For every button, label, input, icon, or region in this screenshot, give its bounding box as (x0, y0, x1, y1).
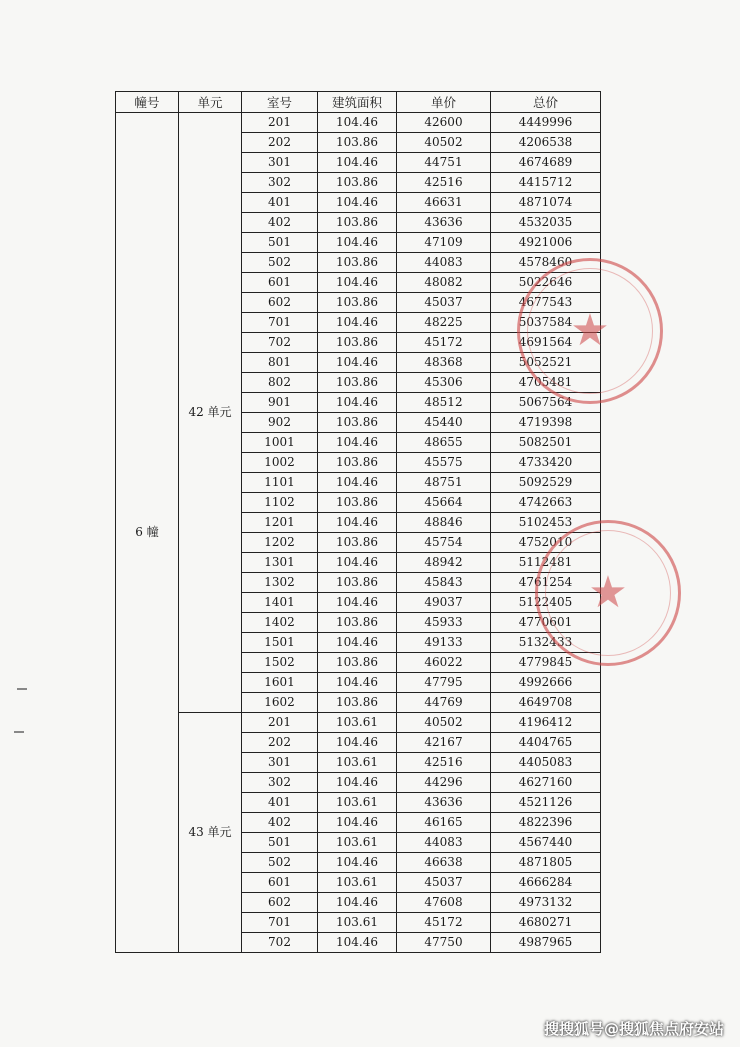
area-cell: 104.46 (318, 813, 397, 833)
unit-price-cell: 47608 (397, 893, 491, 913)
unit-price-cell: 48942 (397, 553, 491, 573)
unit-price-cell: 49133 (397, 633, 491, 653)
room-cell: 801 (242, 353, 318, 373)
price-table (115, 91, 601, 953)
unit-price-cell: 45306 (397, 373, 491, 393)
unit-price-cell: 42600 (397, 113, 491, 133)
room-cell: 1001 (242, 433, 318, 453)
area-cell: 104.46 (318, 433, 397, 453)
total-price-cell: 4521126 (491, 793, 601, 813)
header-unit-price: 单价 (397, 92, 491, 113)
table-header-row (116, 92, 601, 113)
room-cell: 902 (242, 413, 318, 433)
total-price-cell: 4992666 (491, 673, 601, 693)
total-price-cell: 4405083 (491, 753, 601, 773)
header-area: 建筑面积 (318, 92, 397, 113)
total-price-cell: 4871074 (491, 193, 601, 213)
area-cell: 103.86 (318, 693, 397, 713)
room-cell: 402 (242, 813, 318, 833)
unit-price-cell: 48751 (397, 473, 491, 493)
room-cell: 1202 (242, 533, 318, 553)
unit-price-cell: 44769 (397, 693, 491, 713)
total-price-cell: 4733420 (491, 453, 601, 473)
unit-price-cell: 44083 (397, 253, 491, 273)
total-price-cell: 4532035 (491, 213, 601, 233)
area-cell: 103.61 (318, 793, 397, 813)
total-price-cell: 5022646 (491, 273, 601, 293)
unit-cell: 43 单元 (179, 713, 242, 953)
room-cell: 302 (242, 773, 318, 793)
total-price-cell: 4449996 (491, 113, 601, 133)
area-cell: 104.46 (318, 513, 397, 533)
total-price-cell: 4691564 (491, 333, 601, 353)
building-cell: 6 幢 (116, 113, 179, 953)
unit-price-cell: 43636 (397, 793, 491, 813)
unit-price-cell: 48082 (397, 273, 491, 293)
room-cell: 701 (242, 313, 318, 333)
total-price-cell: 4415712 (491, 173, 601, 193)
room-cell: 602 (242, 893, 318, 913)
unit-price-cell: 42167 (397, 733, 491, 753)
room-cell: 402 (242, 213, 318, 233)
room-cell: 1501 (242, 633, 318, 653)
room-cell: 701 (242, 913, 318, 933)
room-cell: 502 (242, 853, 318, 873)
room-cell: 1402 (242, 613, 318, 633)
total-price-cell: 4719398 (491, 413, 601, 433)
room-cell: 702 (242, 333, 318, 353)
unit-price-cell: 42516 (397, 753, 491, 773)
header-room: 室号 (242, 92, 318, 113)
header-unit: 单元 (179, 92, 242, 113)
area-cell: 103.86 (318, 573, 397, 593)
area-cell: 104.46 (318, 893, 397, 913)
total-price-cell: 4779845 (491, 653, 601, 673)
total-price-cell: 4677543 (491, 293, 601, 313)
area-cell: 104.46 (318, 353, 397, 373)
unit-price-cell: 48225 (397, 313, 491, 333)
total-price-cell: 4666284 (491, 873, 601, 893)
room-cell: 1502 (242, 653, 318, 673)
area-cell: 104.46 (318, 553, 397, 573)
total-price-cell: 4674689 (491, 153, 601, 173)
total-price-cell: 5082501 (491, 433, 601, 453)
room-cell: 201 (242, 113, 318, 133)
room-cell: 601 (242, 873, 318, 893)
unit-price-cell: 45575 (397, 453, 491, 473)
room-cell: 1201 (242, 513, 318, 533)
area-cell: 103.86 (318, 373, 397, 393)
total-price-cell: 4770601 (491, 613, 601, 633)
unit-price-cell: 46165 (397, 813, 491, 833)
area-cell: 104.46 (318, 233, 397, 253)
total-price-cell: 4404765 (491, 733, 601, 753)
unit-price-cell: 49037 (397, 593, 491, 613)
total-price-cell: 4752010 (491, 533, 601, 553)
header-building: 幢号 (116, 92, 179, 113)
total-price-cell: 5052521 (491, 353, 601, 373)
total-price-cell: 4567440 (491, 833, 601, 853)
area-cell: 104.46 (318, 733, 397, 753)
total-price-cell: 5037584 (491, 313, 601, 333)
unit-price-cell: 45664 (397, 493, 491, 513)
scan-mark (17, 688, 27, 690)
unit-price-cell: 47109 (397, 233, 491, 253)
room-cell: 901 (242, 393, 318, 413)
unit-price-cell: 47750 (397, 933, 491, 953)
total-price-cell: 5092529 (491, 473, 601, 493)
area-cell: 103.86 (318, 173, 397, 193)
total-price-cell: 4973132 (491, 893, 601, 913)
area-cell: 103.86 (318, 333, 397, 353)
total-price-cell: 4627160 (491, 773, 601, 793)
total-price-cell: 4680271 (491, 913, 601, 933)
total-price-cell: 5112481 (491, 553, 601, 573)
room-cell: 1401 (242, 593, 318, 613)
unit-price-cell: 48846 (397, 513, 491, 533)
area-cell: 103.86 (318, 653, 397, 673)
total-price-cell: 5067564 (491, 393, 601, 413)
area-cell: 103.86 (318, 493, 397, 513)
room-cell: 602 (242, 293, 318, 313)
area-cell: 104.46 (318, 393, 397, 413)
room-cell: 1302 (242, 573, 318, 593)
room-cell: 302 (242, 173, 318, 193)
unit-price-cell: 46638 (397, 853, 491, 873)
total-price-cell: 4822396 (491, 813, 601, 833)
area-cell: 103.86 (318, 293, 397, 313)
unit-price-cell: 43636 (397, 213, 491, 233)
area-cell: 103.61 (318, 873, 397, 893)
total-price-cell: 4206538 (491, 133, 601, 153)
scan-mark (14, 731, 24, 733)
room-cell: 502 (242, 253, 318, 273)
area-cell: 104.46 (318, 633, 397, 653)
total-price-cell: 4871805 (491, 853, 601, 873)
room-cell: 301 (242, 153, 318, 173)
area-cell: 104.46 (318, 313, 397, 333)
company-seal: ★ (535, 520, 681, 666)
area-cell: 103.86 (318, 533, 397, 553)
total-price-cell: 4705481 (491, 373, 601, 393)
room-cell: 1101 (242, 473, 318, 493)
room-cell: 1102 (242, 493, 318, 513)
area-cell: 103.86 (318, 413, 397, 433)
total-price-cell: 5122405 (491, 593, 601, 613)
watermark-text: 搜搜狐号@搜狐焦点府安站 (543, 1020, 724, 1038)
room-cell: 802 (242, 373, 318, 393)
area-cell: 104.46 (318, 853, 397, 873)
room-cell: 202 (242, 733, 318, 753)
room-cell: 301 (242, 753, 318, 773)
total-price-cell: 4742663 (491, 493, 601, 513)
room-cell: 202 (242, 133, 318, 153)
company-seal: ★ (517, 258, 663, 404)
area-cell: 104.46 (318, 933, 397, 953)
total-price-cell: 5102453 (491, 513, 601, 533)
total-price-cell: 5132433 (491, 633, 601, 653)
total-price-cell: 4987965 (491, 933, 601, 953)
header-total-price: 总价 (491, 92, 601, 113)
total-price-cell: 4921006 (491, 233, 601, 253)
unit-price-cell: 45754 (397, 533, 491, 553)
unit-price-cell: 48368 (397, 353, 491, 373)
area-cell: 103.61 (318, 753, 397, 773)
total-price-cell: 4578460 (491, 253, 601, 273)
area-cell: 104.46 (318, 113, 397, 133)
unit-price-cell: 40502 (397, 133, 491, 153)
table-row (116, 713, 601, 733)
unit-price-cell: 48655 (397, 433, 491, 453)
room-cell: 501 (242, 233, 318, 253)
area-cell: 103.86 (318, 133, 397, 153)
area-cell: 103.61 (318, 833, 397, 853)
total-price-cell: 4761254 (491, 573, 601, 593)
room-cell: 1002 (242, 453, 318, 473)
total-price-cell: 4649708 (491, 693, 601, 713)
area-cell: 104.46 (318, 153, 397, 173)
unit-price-cell: 47795 (397, 673, 491, 693)
unit-price-cell: 45037 (397, 873, 491, 893)
unit-price-cell: 45172 (397, 913, 491, 933)
room-cell: 1601 (242, 673, 318, 693)
table-row (116, 113, 601, 133)
unit-price-cell: 42516 (397, 173, 491, 193)
room-cell: 401 (242, 793, 318, 813)
room-cell: 1602 (242, 693, 318, 713)
area-cell: 103.61 (318, 713, 397, 733)
unit-price-cell: 40502 (397, 713, 491, 733)
area-cell: 104.46 (318, 773, 397, 793)
area-cell: 104.46 (318, 473, 397, 493)
unit-price-cell: 46022 (397, 653, 491, 673)
unit-price-cell: 44751 (397, 153, 491, 173)
unit-price-cell: 48512 (397, 393, 491, 413)
area-cell: 104.46 (318, 593, 397, 613)
unit-price-cell: 44083 (397, 833, 491, 853)
area-cell: 104.46 (318, 193, 397, 213)
unit-price-cell: 45440 (397, 413, 491, 433)
area-cell: 103.86 (318, 253, 397, 273)
unit-price-cell: 45037 (397, 293, 491, 313)
area-cell: 103.86 (318, 213, 397, 233)
total-price-cell: 4196412 (491, 713, 601, 733)
room-cell: 401 (242, 193, 318, 213)
unit-cell: 42 单元 (179, 113, 242, 713)
unit-price-cell: 45843 (397, 573, 491, 593)
area-cell: 103.61 (318, 913, 397, 933)
room-cell: 1301 (242, 553, 318, 573)
area-cell: 103.86 (318, 613, 397, 633)
room-cell: 702 (242, 933, 318, 953)
unit-price-cell: 45933 (397, 613, 491, 633)
area-cell: 104.46 (318, 273, 397, 293)
area-cell: 104.46 (318, 673, 397, 693)
area-cell: 103.86 (318, 453, 397, 473)
unit-price-cell: 44296 (397, 773, 491, 793)
unit-price-cell: 45172 (397, 333, 491, 353)
room-cell: 501 (242, 833, 318, 853)
room-cell: 601 (242, 273, 318, 293)
room-cell: 201 (242, 713, 318, 733)
unit-price-cell: 46631 (397, 193, 491, 213)
